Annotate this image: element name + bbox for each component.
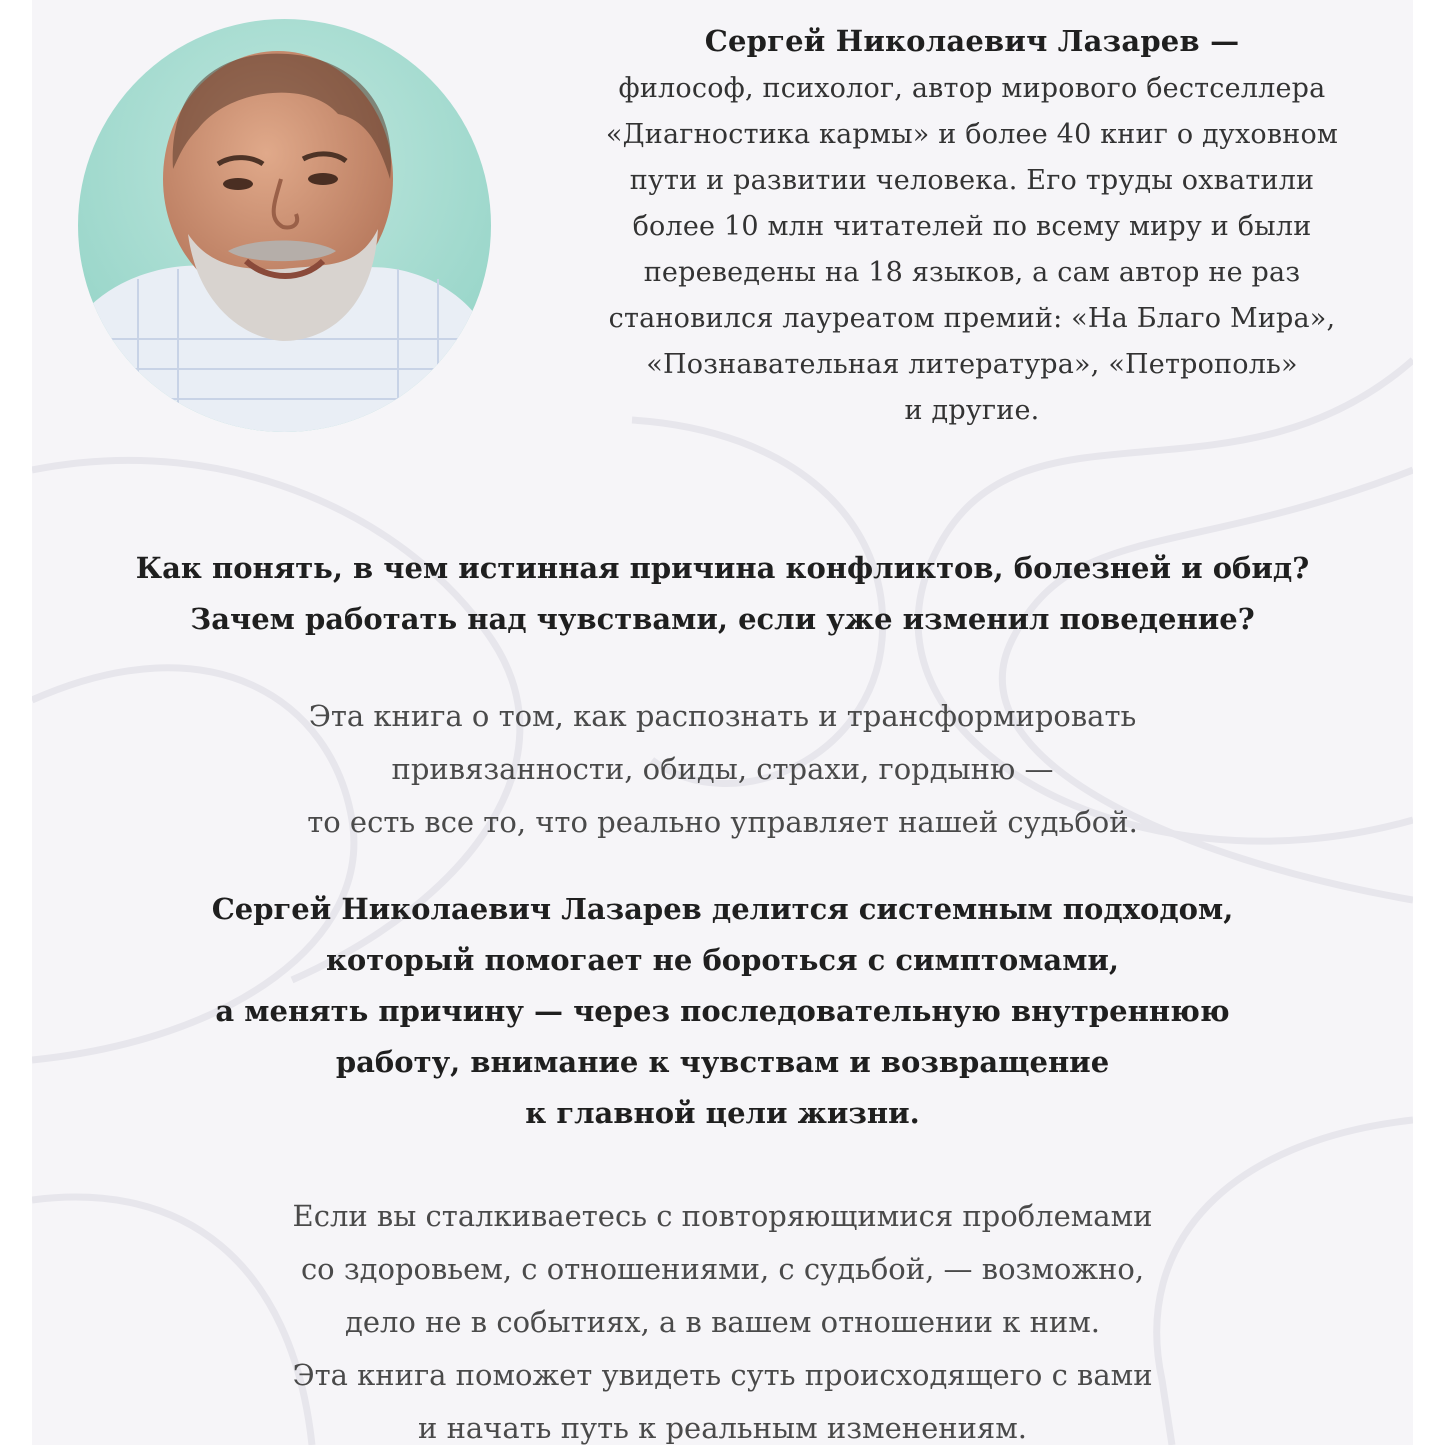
- intro-line: Эта книга о том, как распознать и трансформировать: [308, 699, 1137, 733]
- approach-line: который помогает не бороться с симптомами,: [325, 943, 1120, 977]
- closing-line: Если вы сталкиваетесь с повторяющимися проблемами: [292, 1199, 1153, 1233]
- intro-paragraph: [32, 690, 1413, 849]
- bio-line: и другие.: [904, 395, 1040, 426]
- approach-line: а менять причину — через последовательную внутреннюю: [215, 994, 1230, 1028]
- bio-line: философ, психолог, автор мирового бестселлера: [618, 73, 1326, 104]
- book-back-cover: [32, 0, 1413, 1445]
- question-line: Зачем работать над чувствами, если уже изменил поведение?: [190, 602, 1255, 636]
- closing-line: со здоровьем, с отношениями, с судьбой, — возможно,: [300, 1252, 1145, 1286]
- question-line: Как понять, в чем истинная причина конфликтов, болезней и обид?: [135, 551, 1310, 585]
- intro-line: то есть все то, что реально управляет нашей судьбой.: [307, 805, 1138, 839]
- approach-line: работу, внимание к чувствам и возвращение: [335, 1045, 1110, 1079]
- approach-line: к главной цели жизни.: [525, 1096, 920, 1130]
- author-portrait: [78, 19, 491, 432]
- bio-line: становился лауреатом премий: «На Благо Мира»,: [608, 303, 1336, 334]
- bio-line: пути и развитии человека. Его труды охватили: [629, 165, 1315, 196]
- approach-line: Сергей Николаевич Лазарев делится системным подходом,: [211, 892, 1234, 926]
- bio-line: «Диагностика кармы» и более 40 книг о духовном: [605, 119, 1339, 150]
- closing-line: дело не в событиях, а в вашем отношении к ним.: [344, 1305, 1101, 1339]
- closing-paragraph: [32, 1190, 1413, 1445]
- approach-paragraph: [32, 884, 1413, 1139]
- author-bio: [557, 18, 1387, 434]
- bio-line: «Познавательная литература», «Петрополь»: [646, 349, 1298, 380]
- author-name: Сергей Николаевич Лазарев —: [704, 24, 1240, 58]
- key-questions: [32, 543, 1413, 645]
- closing-line: Эта книга поможет увидеть суть происходящего с вами: [292, 1358, 1153, 1392]
- intro-line: привязанности, обиды, страхи, гордыню —: [391, 752, 1054, 786]
- bio-line: переведены на 18 языков, а сам автор не раз: [643, 257, 1301, 288]
- closing-line: и начать путь к реальным изменениям.: [418, 1411, 1027, 1445]
- bio-line: более 10 млн читателей по всему миру и были: [632, 211, 1312, 242]
